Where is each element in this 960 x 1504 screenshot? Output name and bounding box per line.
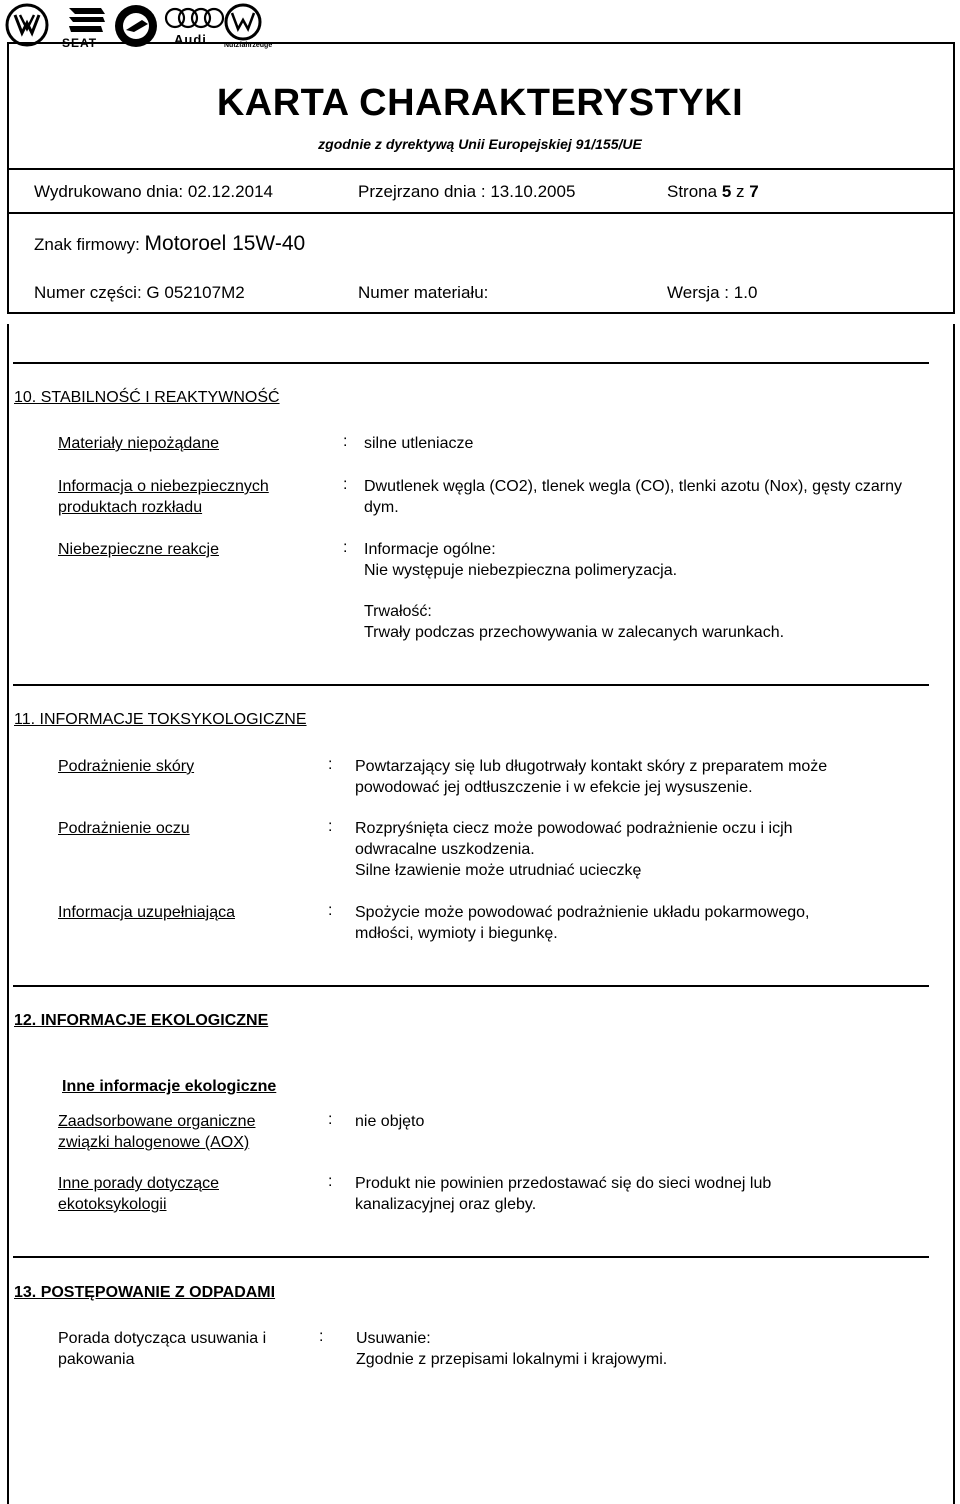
printed-date (34, 182, 273, 202)
part-number (34, 283, 245, 303)
section-11-title: 11. INFORMACJE TOKSYKOLOGICZNE (14, 711, 307, 728)
page-of: z (736, 182, 745, 201)
section-divider (13, 362, 929, 364)
s10-incompatible-value: silne utleniacze (364, 435, 474, 452)
s11-additional-label: Informacja uzupełniająca (58, 904, 235, 921)
s13-disposal-label: Porada dotycząca usuwania i pakowania (58, 1330, 267, 1368)
seat-logo-text: SEAT (62, 36, 98, 50)
s12-ecotox-label: Inne porady dotyczące ekotoksykologii (58, 1175, 219, 1213)
s10-stability-value: Trwałość: Trwały podczas przechowywania w zalecanych warunkach. (364, 603, 785, 641)
colon: : (328, 818, 333, 835)
brand-label: Znak firmowy: (34, 235, 140, 254)
s10-reactions-label: Niebezpieczne reakcje (58, 541, 219, 558)
vw-nutzfahrzeuge-logo-icon (224, 3, 262, 41)
version-label: Wersja : (667, 283, 730, 302)
brand-value: Motoroel 15W-40 (144, 232, 306, 255)
colon: : (343, 433, 348, 450)
s11-skin-value: Powtarzający się lub długotrwały kontakt skóry z preparatem może powodować jej odtłuszczenie i w efekcie jej wysuszenie. (355, 758, 828, 796)
section-13-title: 13. POSTĘPOWANIE Z ODPADAMI (14, 1284, 276, 1301)
part-label: Numer części: (34, 283, 142, 302)
reviewed-label: Przejrzano dnia : (358, 182, 486, 201)
page-number (667, 182, 759, 202)
material-label: Numer materiału: (358, 283, 489, 302)
s10-incompatible-label: Materiały niepożądane (58, 435, 219, 452)
vw-logo-icon (5, 3, 49, 47)
section-12-title: 12. INFORMACJE EKOLOGICZNE (14, 1012, 269, 1029)
section-divider (13, 1256, 929, 1258)
nutzfahrzeuge-logo-text: Nutzfahrzeuge (224, 42, 273, 49)
s12-subheading: Inne informacje ekologiczne (62, 1078, 277, 1095)
colon: : (343, 539, 348, 556)
page-current: 5 (721, 182, 732, 201)
reviewed-value: 13.10.2005 (490, 182, 576, 201)
s10-decomposition-label: Informacja o niebezpiecznych produktach rozkładu (58, 478, 269, 516)
page-total: 7 (749, 182, 759, 201)
s11-eye-value: Rozpryśnięta ciecz może powodować podrażnienie oczu i icjh odwracalne uszkodzenia. Silne łzawienie może utrudniać ucieczkę (355, 820, 793, 879)
header-divider (7, 168, 955, 170)
document-title: KARTA CHARAKTERYSTYKI (216, 82, 744, 124)
audi-logo-text: Audi (174, 32, 207, 47)
s12-aox-label: Zaadsorbowane organiczne związki halogenowe (AOX) (58, 1113, 256, 1151)
section-divider (13, 684, 929, 686)
brand-name (34, 232, 305, 256)
header-divider (7, 212, 955, 214)
version (667, 283, 757, 303)
s11-skin-label: Podrażnienie skóry (58, 758, 195, 775)
colon: : (328, 756, 333, 773)
page-label: Strona (667, 182, 718, 201)
s10-decomposition-value: Dwutlenek węgla (CO2), tlenek wegla (CO), tlenki azotu (Nox), gęsty czarny dym. (364, 478, 902, 516)
s12-ecotox-value: Produkt nie powinien przedostawać się do sieci wodnej lub kanalizacyjnej oraz gleby. (355, 1175, 772, 1213)
part-value: G 052107M2 (146, 283, 245, 302)
colon: : (328, 902, 333, 919)
s13-disposal-value: Usuwanie: Zgodnie z przepisami lokalnymi i krajowymi. (356, 1330, 668, 1368)
s11-eye-label: Podrażnienie oczu (58, 820, 190, 837)
material-number (358, 283, 488, 303)
section-10-title: 10. STABILNOŚĆ I REAKTYWNOŚĆ (14, 389, 280, 406)
s12-aox-value: nie objęto (355, 1113, 425, 1130)
colon: : (343, 476, 348, 493)
colon: : (328, 1173, 333, 1190)
printed-value: 02.12.2014 (187, 182, 273, 201)
audi-logo-icon (164, 6, 226, 30)
reviewed-date (358, 182, 575, 202)
colon: : (328, 1111, 333, 1128)
s11-additional-value: Spożycie może powodować podrażnienie układu pokarmowego, mdłości, wymioty i biegunkę. (355, 904, 810, 942)
s10-reactions-value: Informacje ogólne: Nie występuje niebezpieczna polimeryzacja. (364, 541, 678, 579)
seat-logo-icon (65, 2, 109, 36)
version-value: 1.0 (733, 283, 758, 302)
document-subtitle: zgodnie z dyrektywą Unii Europejskiej 91/155/UE (318, 136, 642, 152)
printed-label: Wydrukowano dnia: (34, 182, 184, 201)
section-divider (13, 985, 929, 987)
colon: : (319, 1328, 324, 1345)
